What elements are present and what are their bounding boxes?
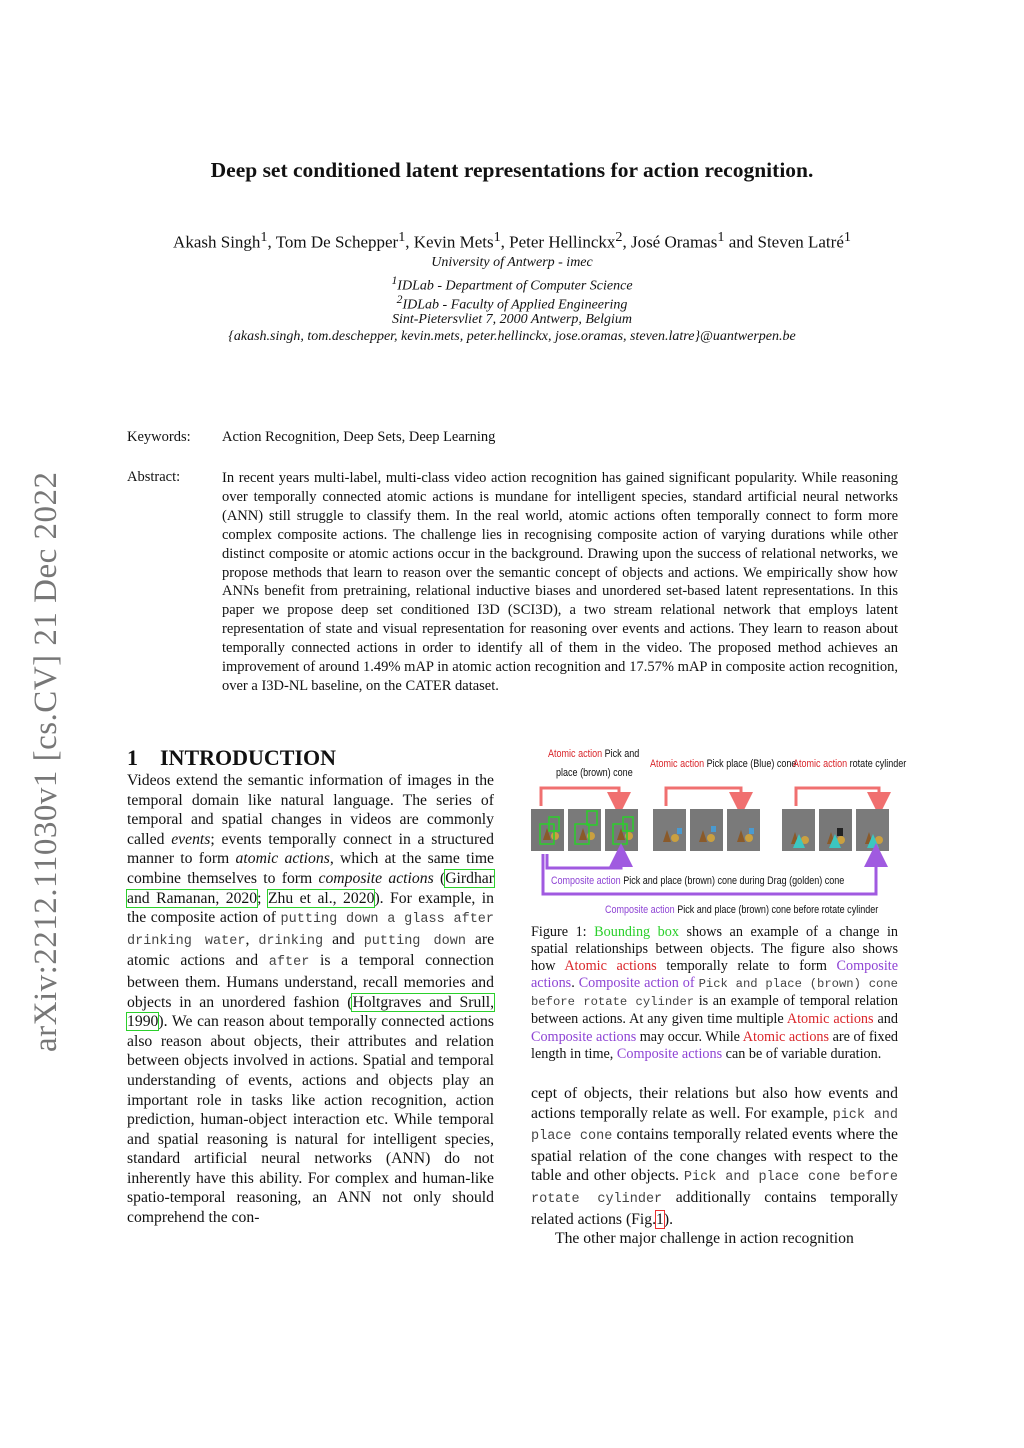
atomic-arrow-3	[796, 788, 879, 806]
university: University of Antwerp - imec	[431, 255, 593, 270]
figure-ref-link[interactable]: 1	[656, 1210, 664, 1228]
author-name: Kevin Mets	[413, 232, 494, 252]
section-heading: 1 INTRODUCTION	[127, 745, 337, 770]
figure-1-caption: Figure 1: Bounding box shows an example of a change in spatial relationships between objects. The figure also shows how Atomic actions temporally relate to form Composite actions. Composite action of Pick and place (brown) cone before rotate cylinder is an example of temporal relation between actions. At any given time multiple Atomic actions and Composite actions may occur. While Atomic actions are of fixed length in time, Composite actions can be of variable duration.	[531, 924, 899, 1062]
intro-paragraph-2: The other major challenge in action recognition	[555, 1230, 854, 1248]
author-name: Tom De Schepper	[275, 232, 399, 252]
author-affiliation-mark: 1	[398, 229, 406, 245]
fig-composite-label-2: Composite action Pick and place (brown) cone before rotate cylinder	[605, 904, 879, 916]
author-name: Peter Hellinckx	[509, 232, 616, 252]
author-affiliation-mark: 1	[717, 229, 725, 245]
citation-holtgraves[interactable]: Holtgraves and Srull, 1990	[127, 993, 494, 1031]
address: Sint-Pietersvliet 7, 2000 Antwerp, Belgium	[391, 312, 633, 327]
fig-atomic-label-1: Atomic action Pick and	[548, 748, 640, 760]
abstract-label: Abstract:	[127, 469, 181, 485]
atomic-arrow-2	[666, 788, 741, 806]
fig-atomic-label-3: Atomic action rotate cylinder	[793, 758, 907, 770]
keywords-value: Action Recognition, Deep Sets, Deep Learning	[222, 429, 496, 445]
video-frame	[727, 809, 760, 851]
author-name: Steven Latré	[757, 232, 844, 252]
intro-paragraph-1: Videos extend the semantic information of images in the temporal domain like natural language. The series of temporal and spatial changes in videos are commonly called events; events temporally connect in a structured manner to form atomic actions, which at the same time combine themselves to form composite actions (Girdhar and Ramanan, 2020; Zhu et al., 2020). For example, in the composite action of putting down a glass after drinking water, drinking and putting down are atomic actions and after is a temporal connection between them. Humans understand, recall memories and objects in an unordered fashion (Holtgraves and Srull, 1990). We can reason about temporally connected actions also reason about objects, their attributes and relation between objects involved in actions. Spatial and temporal understanding of events, actions and objects play an important role in tasks like action recognition, action prediction, human-object interaction etc. While temporal and spatial reasoning is natural for intelligent species, standard artificial neural networks (ANN) do not inherently have this ability. For complex and human-like spatio-temporal reasoning, an ANN not only should comprehend the con-	[127, 772, 495, 1227]
composite-arrow-1	[547, 854, 621, 868]
author-affiliation-mark: 1	[843, 229, 851, 245]
figure-1	[531, 748, 907, 918]
paper-title: Deep set conditioned latent representations for action recognition.	[210, 158, 814, 182]
intro-paragraph-1-cont: cept of objects, their relations but also how events and actions temporally relate as well. For example, pick and place cone contains temporally related events where the spatial relation of the cone changes with respect to the table and other objects. Pick and place cone before rotate cylinder additionally contains temporally related actions (Fig.1).	[531, 1085, 899, 1228]
affiliation-1: $^1$IDLab - Department of Computer Science	[391, 274, 633, 294]
intro-column-2	[531, 1084, 898, 1249]
author-affiliation-mark: 1	[260, 229, 268, 245]
author-affiliation-mark: 2	[615, 229, 623, 245]
keywords-label: Keywords:	[127, 429, 191, 445]
affiliation-2: $^2$IDLab - Faculty of Applied Engineering	[396, 293, 628, 313]
atomic-arrow-1	[541, 788, 619, 806]
video-frame	[690, 809, 723, 851]
citation-girdhar[interactable]: Girdhar and Ramanan, 2020	[127, 869, 494, 907]
intro-column-1	[127, 771, 494, 1228]
composite-arrow-2	[543, 854, 876, 894]
author-affiliation-mark: 1	[493, 229, 501, 245]
figure-frames-diagram	[531, 748, 899, 918]
fig-atomic-desc-1: place (brown) cone	[556, 767, 633, 779]
author-name: José Oramas	[630, 232, 718, 252]
fig-composite-label-1: Composite action Pick and place (brown) cone during Drag (golden) cone	[551, 875, 845, 887]
citation-zhu[interactable]: Zhu et al., 2020	[267, 889, 375, 907]
arxiv-sidebar-stamp: arXiv:2212.11030v1 [cs.CV] 21 Dec 2022	[28, 471, 64, 1052]
author-name: Akash Singh	[173, 232, 261, 252]
fig-atomic-label-2: Atomic action Pick place (Blue) cone	[650, 758, 797, 770]
author-list: Akash Singh$^1$, Tom De Schepper$^1$, Kevin Mets$^1$, Peter Hellinckx$^2$, José Oramas$^1$ and Steven Latré$^1$	[173, 229, 851, 252]
author-emails: {akash.singh, tom.deschepper, kevin.mets, peter.hellinckx, jose.oramas, steven.latre}@uantwerpen.be	[228, 329, 796, 344]
abstract-text: In recent years multi-label, multi-class video action recognition has gained significant popularity. While reasoning over temporally connected atomic actions is mundane for intelligent species, standard artificial neural networks (ANN) still struggle to classify them. In the real world, atomic actions often temporally connect to form more complex composite actions. The challenge lies in recognising composite action of varying durations while other distinct composite or atomic actions occur in the background. Drawing upon the success of relational networks, we propose methods that learn to reason over the semantic concept of objects and actions. We empirically show how ANNs benefit from pretraining, relational inductive biases and unordered set-based latent representations. In this paper we propose deep set conditioned I3D (SCI3D), a two stream relational network that employs latent representation of state and visual representation for reasoning over events and actions. They learn to reason about temporally connected actions in order to identify all of them in the video. The proposed method achieves an improvement of around 1.49% mAP in atomic action recognition and 17.57% mAP in composite action recognition, over a I3D-NL baseline, on the CATER dataset.	[222, 470, 898, 694]
